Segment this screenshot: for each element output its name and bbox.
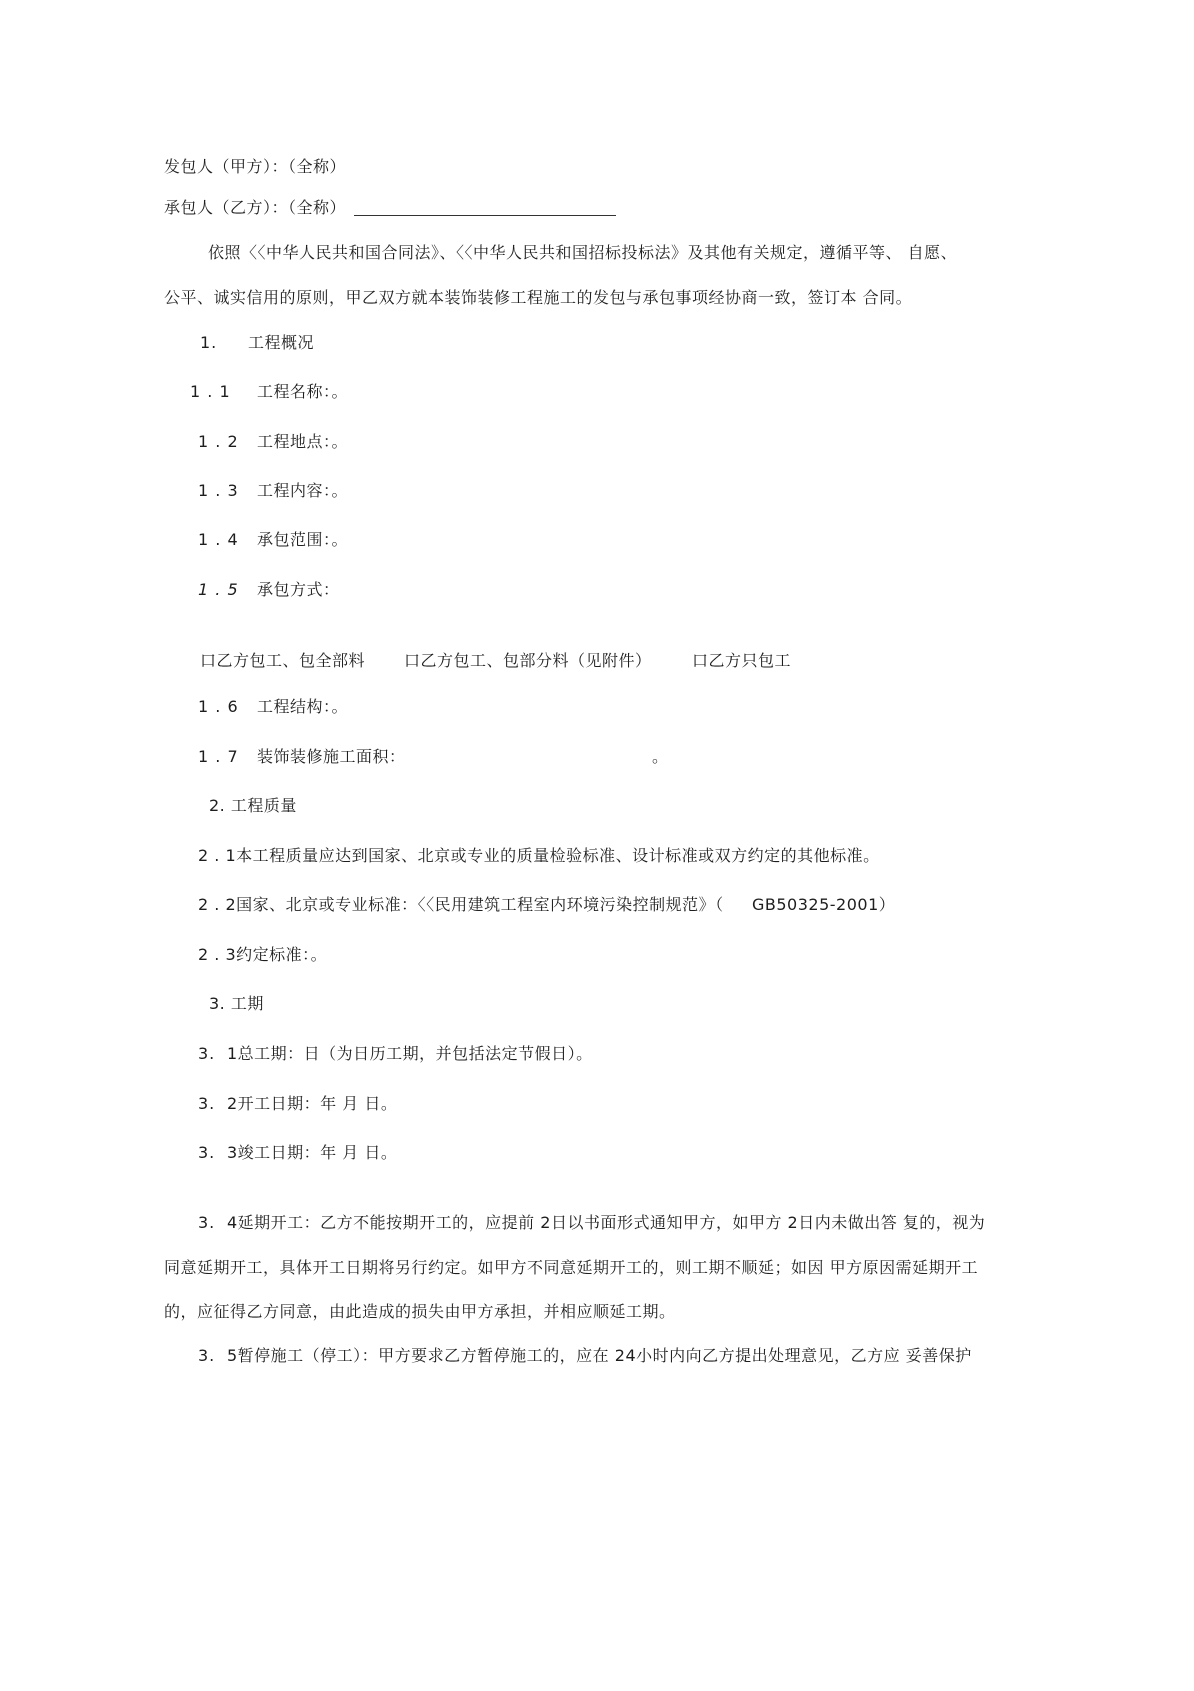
item-2-2-text: 2 . 2国家、北京或专业标准：〈〈民用建筑工程室内环境污染控制规范》（ bbox=[198, 895, 724, 914]
party-b-blank-underline bbox=[354, 215, 616, 216]
item-1-2-number: 1 . 2 bbox=[198, 432, 239, 451]
item-3-4-line-1: 4延期开工：乙方不能按期开工的，应提前 2日以书面形式通知甲方，如甲方 2日内未做出答 复的，视为 bbox=[227, 1213, 986, 1232]
item-1-4-text: 承包范围：。 bbox=[257, 530, 349, 549]
item-3-1-text: 1总工期：日（为日历工期，并包括法定节假日）。 bbox=[227, 1044, 593, 1063]
item-1-7-number: 1 . 7 bbox=[198, 747, 239, 766]
item-1-3-number: 1 . 3 bbox=[198, 481, 239, 500]
party-a-line: 发包人（甲方）：（全称） bbox=[164, 157, 347, 176]
party-b-line: 承包人（乙方）：（全称） bbox=[164, 198, 347, 217]
item-1-6-text: 工程结构：。 bbox=[257, 697, 349, 716]
item-2-2-code: GB50325-2001） bbox=[752, 895, 896, 914]
item-1-6-number: 1 . 6 bbox=[198, 697, 239, 716]
item-3-3-text: 3竣工日期：年 月 日。 bbox=[227, 1143, 398, 1162]
item-1-4-number: 1 . 4 bbox=[198, 530, 239, 549]
item-1-1-text: 工程名称：。 bbox=[257, 382, 349, 401]
item-3-2-text: 2开工日期：年 月 日。 bbox=[227, 1094, 398, 1113]
item-1-2-text: 工程地点：。 bbox=[257, 432, 349, 451]
section-1-number: 1. bbox=[200, 333, 218, 352]
intro-line-2: 公平、诚实信用的原则，甲乙双方就本装饰装修工程施工的发包与承包事项经协商一致，签订本 合同。 bbox=[164, 288, 913, 307]
contract-option-labor-only: 口乙方只包工 bbox=[692, 651, 792, 670]
item-3-5-number: 3. bbox=[198, 1346, 216, 1365]
item-1-7-text: 装饰装修施工面积： bbox=[257, 747, 406, 766]
item-1-7-tail: 。 bbox=[652, 747, 669, 766]
item-3-4-number: 3. bbox=[198, 1213, 216, 1232]
intro-line-1: 依照〈〈中华人民共和国合同法》、〈〈中华人民共和国招标投标法》及其他有关规定，遵循平等、 自愿、 bbox=[208, 243, 958, 262]
item-1-5-number: 1 . 5 bbox=[198, 580, 239, 599]
contract-option-full-materials: 口乙方包工、包全部料 bbox=[200, 651, 366, 670]
item-3-1-number: 3. bbox=[198, 1044, 216, 1063]
contract-option-partial-materials: 口乙方包工、包部分料（见附件） bbox=[404, 651, 652, 670]
item-3-4-line-3: 的，应征得乙方同意，由此造成的损失由甲方承担，并相应顺延工期。 bbox=[164, 1302, 676, 1321]
item-1-3-text: 工程内容：。 bbox=[257, 481, 349, 500]
section-3-title: 3. 工期 bbox=[209, 994, 264, 1013]
section-2-title: 2. 工程质量 bbox=[209, 796, 297, 815]
item-3-5-line-1: 5暂停施工（停工）：甲方要求乙方暂停施工的，应在 24小时内向乙方提出处理意见，乙方应 妥善保护 bbox=[227, 1346, 972, 1365]
item-1-1-number: 1 . 1 bbox=[190, 382, 231, 401]
item-1-5-text: 承包方式： bbox=[257, 580, 340, 599]
item-3-3-number: 3. bbox=[198, 1143, 216, 1162]
item-3-4-line-2: 同意延期开工，具体开工日期将另行约定。如甲方不同意延期开工的，则工期不顺延；如因 甲方原因需延期开工 bbox=[164, 1258, 979, 1277]
item-3-2-number: 3. bbox=[198, 1094, 216, 1113]
item-2-3-text: 2 . 3约定标准：。 bbox=[198, 945, 328, 964]
section-1-title: 工程概况 bbox=[248, 333, 315, 352]
item-2-1-text: 2 . 1本工程质量应达到国家、北京或专业的质量检验标准、设计标准或双方约定的其他标准。 bbox=[198, 846, 880, 865]
